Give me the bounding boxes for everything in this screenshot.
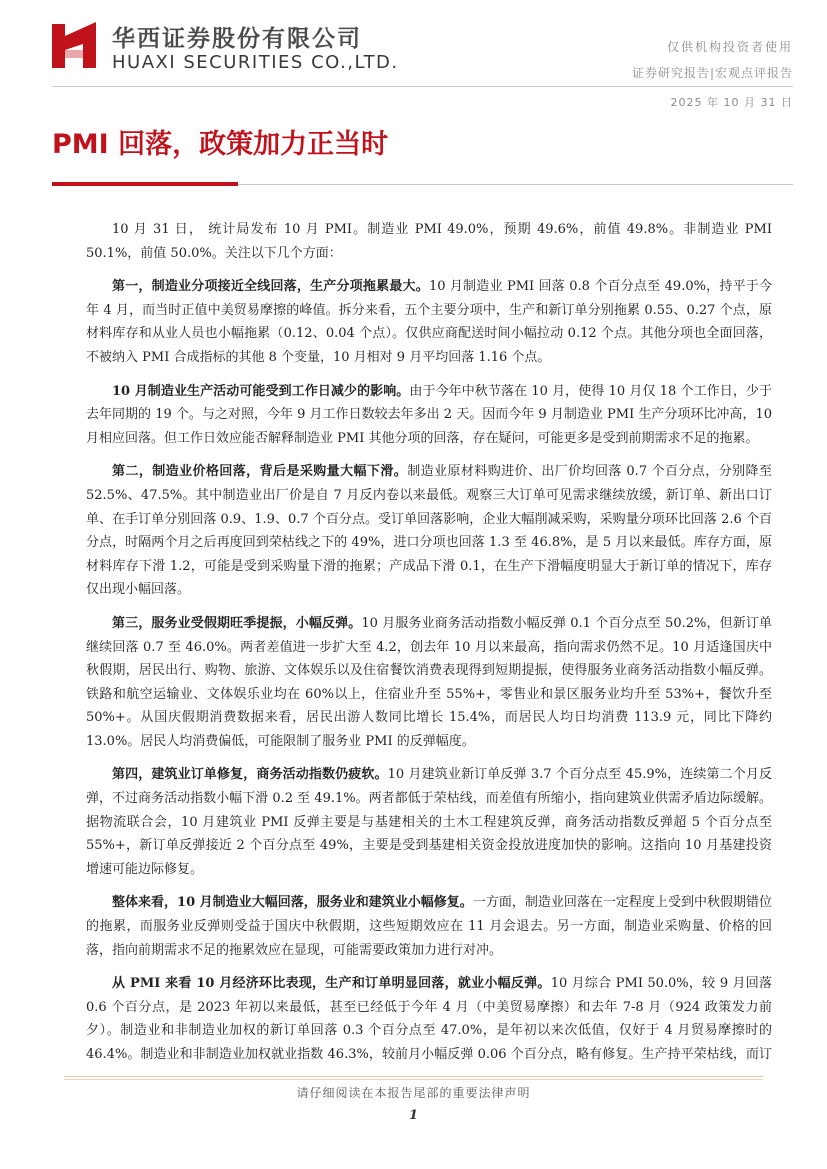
paragraph: 第一，制造业分项接近全线回落，生产分项拖累最大。10 月制造业 PMI 回落 0.8 个百分点至 49.0%，持平于今年 4 月，而当时正值中美贸易摩擦的峰值。拆分来看，五个主要分项中，生产和新订单分别拖累 0.55、0.27 个点，原材料库存和从业人员也小幅拖累（0.12、0.04 个点）。仅供应商配送时间小幅拉动 0.12 个点。其他分项也全面回落，不被纳入 PMI 合成指标的其他 8 个变量，10 月相对 9 月平均回落 1.16 个点。 xyxy=(86,279,772,365)
footer-divider-secondary xyxy=(64,1079,763,1080)
paragraph: 10 月制造业生产活动可能受到工作日减少的影响。由于今年中秋节落在 10 月，使得 10 月仅 18 个工作日，少于去年同期的 19 个。与之对照，今年 9 月工作日数较去年多出 2 天。因而今年 9 月制造业 PMI 生产分项环比冲高，10 月相应回落。但工作日效应能否解释制造业 PMI 其他分项的回落，存在疑问，可能更多是受到前期需求不足的拖累。 xyxy=(86,383,773,446)
report-type-label: 证券研究报告|宏观点评报告 xyxy=(631,66,793,80)
paragraph: 从 PMI 来看 10 月经济环比表现，生产和订单明显回落，就业小幅反弹。10 月综合 PMI 50.0%，较 9 月回落 0.6 个百分点，是 2023 年初以来最低，甚至已经低于今年 4 月（中美贸易摩擦）和去年 7-8 月（924 政策发力前夕）。制造业和非制造业加权的新订单回落 0.3 个百分点至 47.0%，是年初以来次低值，仅好于 4 月贸易摩擦时的 46.4%。制造业和非制造业加权就业指数 46.3%，较前月小幅反弹 0.06 个百分点，略有修复。生产持平荣枯线，而订 xyxy=(86,976,772,1062)
report-body xyxy=(86,218,772,1064)
company-name-en: HUAXI SECURITIES CO.,LTD. xyxy=(112,52,399,73)
page-number: 1 xyxy=(408,1108,419,1123)
company-name-cn: 华西证券股份有限公司 xyxy=(112,26,362,52)
paragraph: 第二，制造业价格回落，背后是采购量大幅下滑。制造业原材料购进价、出厂价均回落 0.7 个百分点，分别降至 52.5%、47.5%。其中制造业出厂价是自 7 月反内卷以来最低。观察三大订单可见需求继续放缓，新订单、新出口订单、在手订单分别回落 0.9、1.9、0.7 个百分点。受订单回落影响，企业大幅削减采购，采购量分项环比回落 2.6 个百分点，时隔两个月之后再度回到荣枯线之下的 49%，进口分项也回落 1.3 至 46.8%，是 5 月以来最低。库存方面，原材料库存下滑 1.2，可能是受到采购量下滑的拖累；产成品下滑 0.1，在生产下滑幅度明显大于新订单的情况下，库存仅出现小幅回落。 xyxy=(86,464,772,598)
paragraph: 第四，建筑业订单修复，商务活动指数仍疲软。10 月建筑业新订单反弹 3.7 个百分点至 45.9%，连续第二个月反弹，不过商务活动指数小幅下滑 0.2 至 49.1%。两者都低于荣枯线，而差值有所缩小，指向建筑业供需矛盾边际缓解。据物流联合会，10 月建筑业 PMI 反弹主要是与基建相关的土木工程建筑反弹，商务活动指数反弹超 5 个百分点至 55%+，新订单反弹接近 2 个百分点至 49%，主要是受到基建相关资金投放进度加快的影响。这指向 10 月基建投资增速可能边际修复。 xyxy=(86,767,772,877)
footer-divider xyxy=(64,1076,763,1077)
report-title: PMI 回落，政策加力正当时 xyxy=(52,129,389,160)
legal-disclaimer: 请仔细阅读在本报告尾部的重要法律声明 xyxy=(296,1086,531,1100)
paragraph: 10 月 31 日， 统计局发布 10 月 PMI。制造业 PMI 49.0%，预期 49.6%，前值 49.8%。非制造业 PMI 50.1%，前值 50.0%。关注以下几个方面： xyxy=(86,222,772,261)
audience-label: 仅供机构投资者使用 xyxy=(666,40,793,54)
paragraph: 整体来看，10 月制造业大幅回落，服务业和建筑业小幅修复。一方面，制造业回落在一定程度上受到中秋假期错位的拖累，而服务业反弹则受益于国庆中秋假期，这些短期效应在 11 月会退去。另一方面，制造业采购量、价格的回落，指向前期需求不足的拖累效应在显现，可能需要政策加力进行对冲。 xyxy=(86,895,772,958)
paragraph: 第三，服务业受假期旺季提振，小幅反弹。10 月服务业商务活动指数小幅反弹 0.1 个百分点至 50.2%，但新订单继续回落 0.7 至 46.0%。两者差值进一步扩大至 4.2，创去年 10 月以来最高，指向需求仍然不足。10 月适逢国庆中秋假期，居民出行、购物、旅游、文体娱乐以及住宿餐饮消费表现得到短期提振，使得服务业商务活动指数小幅反弹。铁路和航空运输业、文体娱乐业均在 60%以上，住宿业升至 55%+，零售业和景区服务业均升至 53%+，餐饮升至 50%+。从国庆假期消费数据来看，居民出游人数同比增长 15.4%，而居民人均日均消费 113.9 元，同比下降约 13.0%。居民人均消费偏低，可能限制了服务业 PMI 的反弹幅度。 xyxy=(86,615,772,749)
report-date: 2025 年 10 月 31 日 xyxy=(670,96,793,109)
